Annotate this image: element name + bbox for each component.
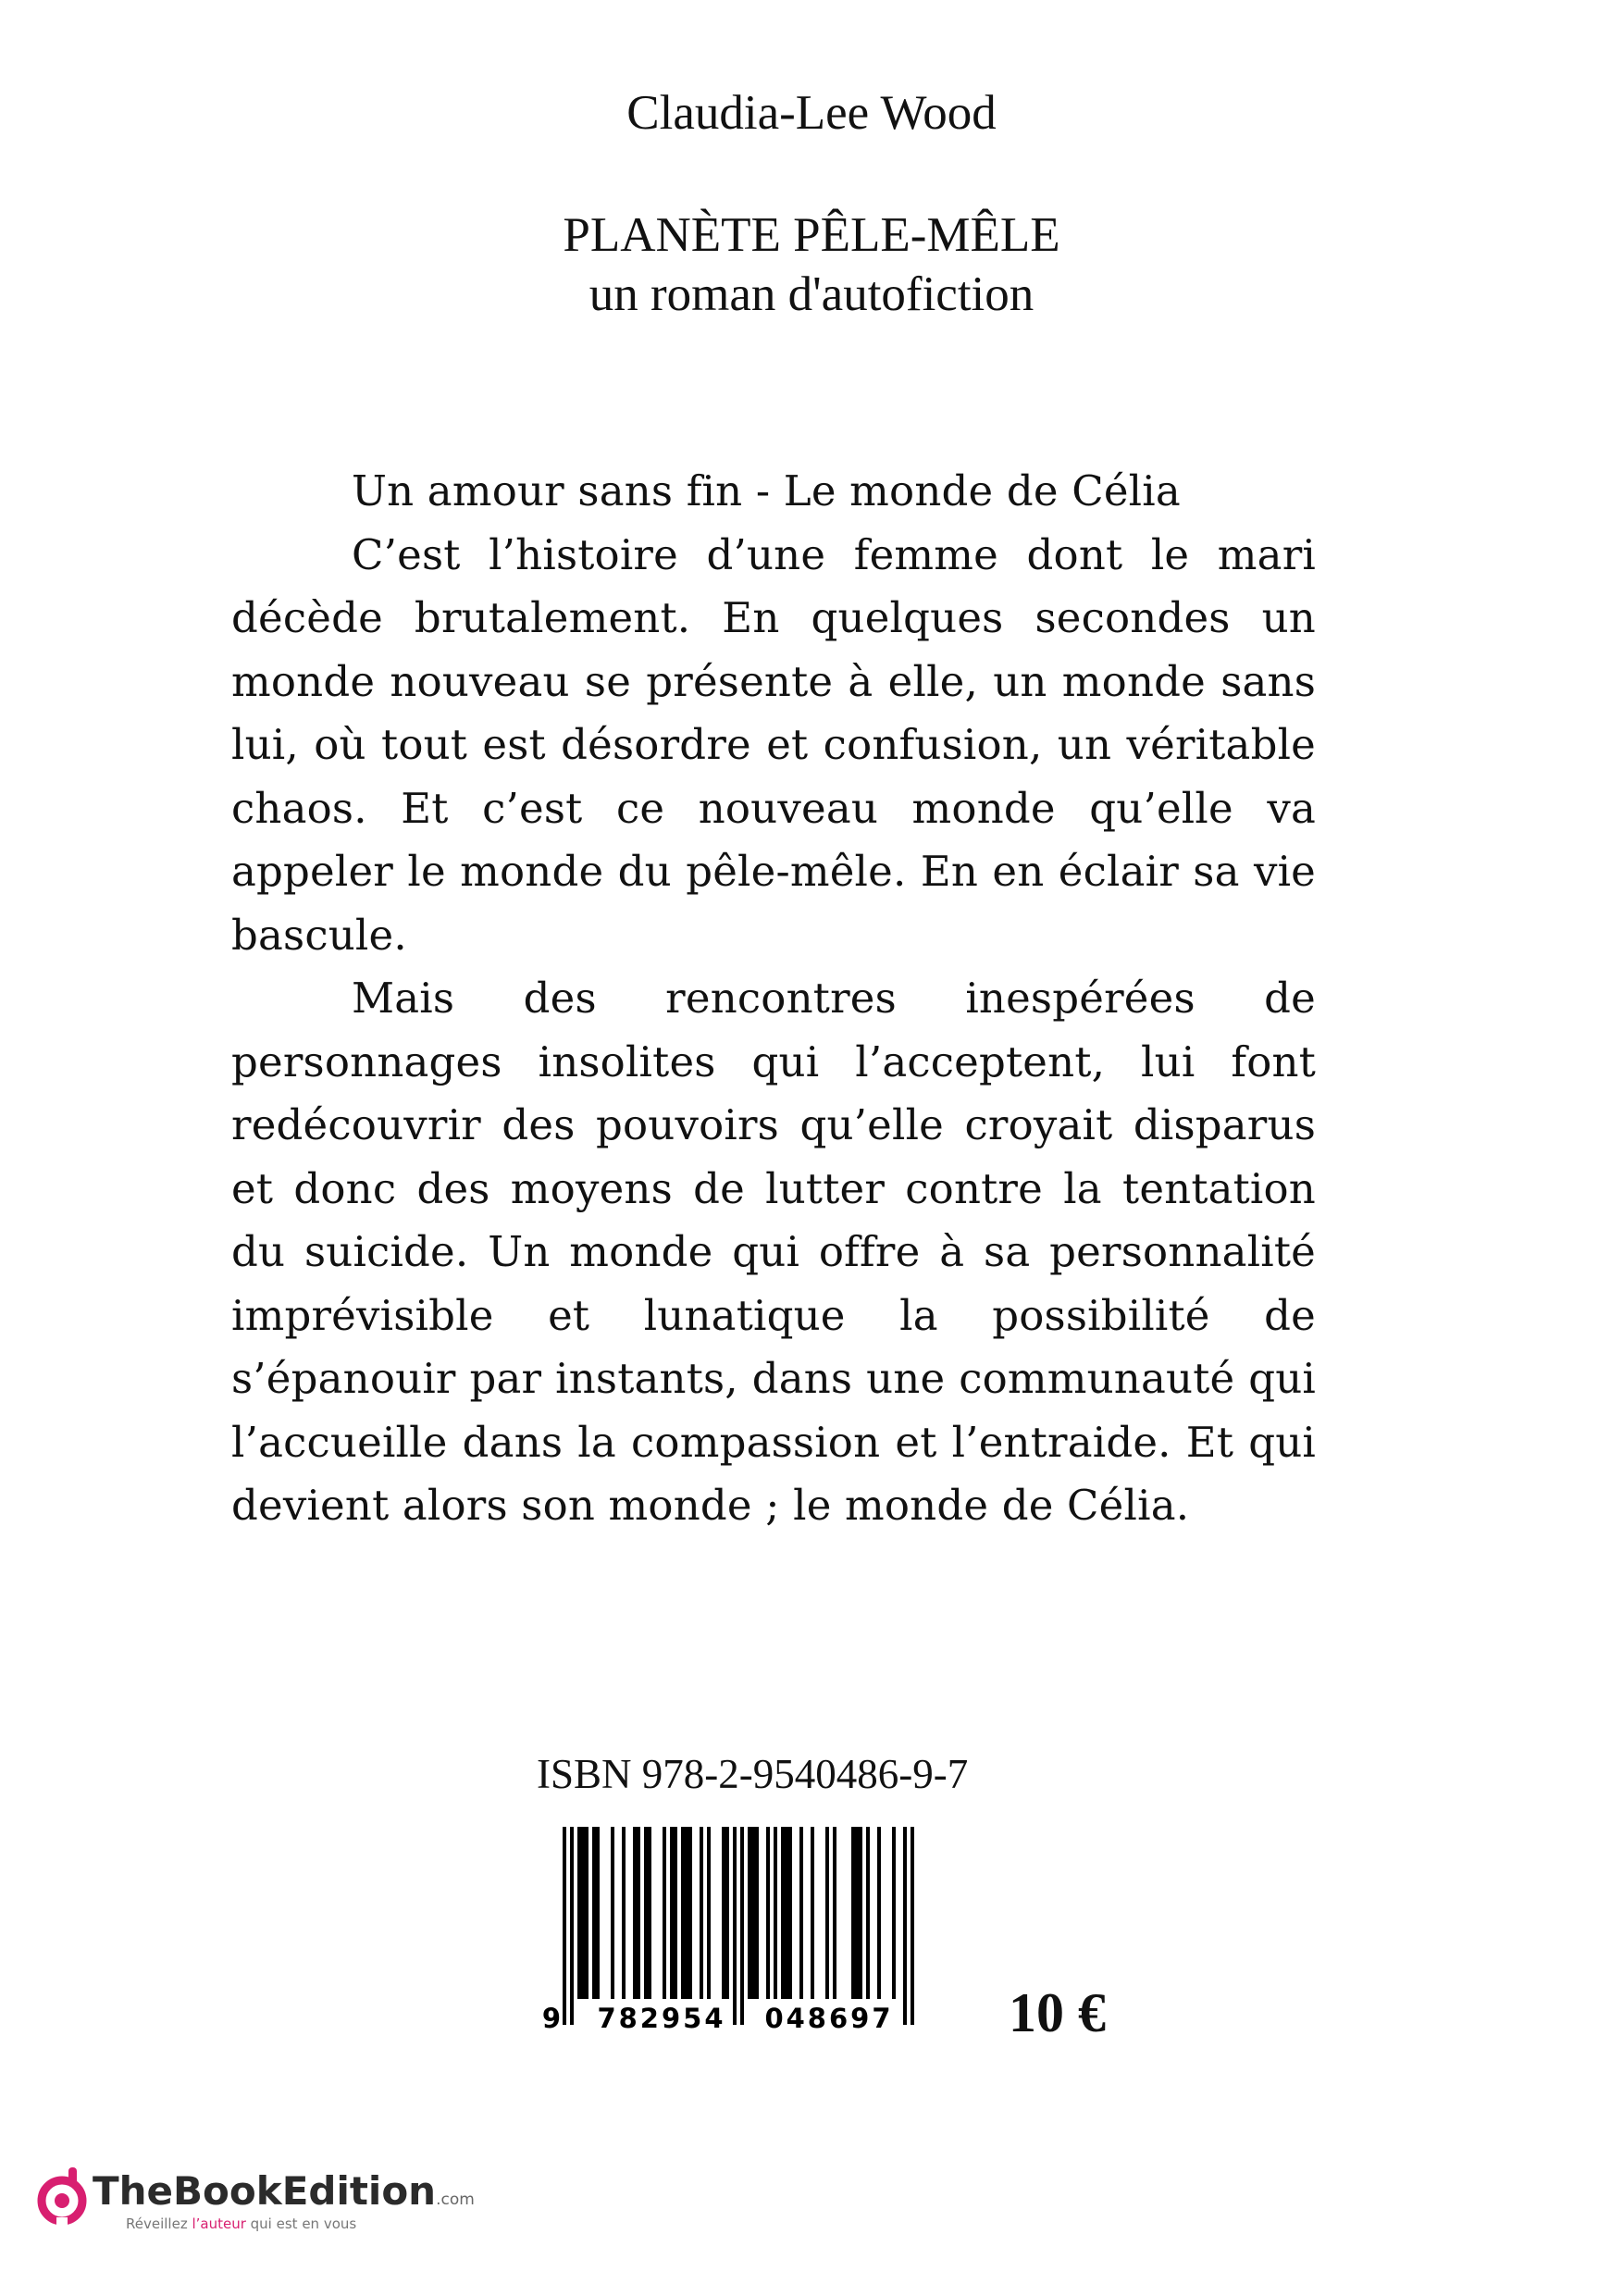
back-cover-blurb [231, 460, 1316, 1538]
barcode-bar [833, 1827, 836, 1999]
author-name: Claudia-Lee Wood [626, 86, 997, 140]
publisher-domain: .com [436, 2191, 475, 2209]
barcode-bar [707, 1827, 711, 1999]
publisher-mark-icon [35, 2166, 89, 2230]
barcode-bar [577, 1827, 588, 1999]
barcode-bar [670, 1827, 677, 1999]
isbn-barcode [542, 1827, 935, 2032]
barcode-bars [563, 1827, 914, 2025]
publisher-name-text: TheBookEdition [93, 2168, 437, 2214]
barcode-bar [611, 1827, 614, 1999]
barcode-bar [851, 1827, 862, 1999]
barcode-bar [644, 1827, 651, 1999]
barcode-bar [774, 1827, 777, 1999]
barcode-bar [825, 1827, 829, 1999]
barcode-bar [681, 1827, 692, 1999]
barcode-first-digit: 9 [542, 2003, 562, 2032]
barcode-bar [722, 1827, 729, 1999]
barcode-bar [781, 1827, 792, 1999]
blurb-paragraph-1: C’est l’histoire d’une femme dont le mari décède brutalement. En quelques secondes un monde nouveau se présente à elle, un monde sans lui, où tout est désordre et confusion, un véritable chaos. Et c’est ce nouveau monde qu’elle va appeler le monde du pêle-mêle. En en éclair sa vie bascule. [231, 529, 1316, 960]
barcode-bar [877, 1827, 881, 1999]
barcode-bar [622, 1827, 626, 1999]
tagline-accent: l’auteur [192, 2215, 246, 2232]
tagline-post: qui est en vous [245, 2215, 357, 2232]
barcode-bar [892, 1827, 896, 1999]
book-title: PLANÈTE PÊLE-MÊLE [563, 208, 1060, 262]
barcode-right-digits: 048697 [764, 2003, 894, 2032]
publisher-logo[interactable] [35, 2164, 475, 2238]
book-subtitle: un roman d'autofiction [588, 267, 1035, 321]
barcode-bar [811, 1827, 814, 1999]
barcode-guard-bar [911, 1827, 914, 2025]
barcode-guard-bar [903, 1827, 907, 2025]
barcode-bar [748, 1827, 759, 1999]
publisher-tagline [126, 2215, 356, 2232]
barcode-bar [866, 1827, 870, 1999]
blurb-paragraph-2: Mais des rencontres inespérées de personnages insolites qui l’acceptent, lui font redécouvrir des pouvoirs qu’elle croyait disparus et donc des moyens de lutter contre la tentation du suicide. Un monde qui offre à sa personnalité imprévisible et lunatique la possibilité de s’épanouir par instants, dans une communauté qui l’accueille dans la compassion et l’entraide. Et qui devient alors son monde ; le monde de Célia. [231, 974, 1316, 1530]
blurb-heading: Un amour sans fin - Le monde de Célia [352, 466, 1181, 515]
barcode-bar [592, 1827, 600, 1999]
book-price: 10 € [1009, 1982, 1106, 2043]
publisher-name [93, 2168, 475, 2220]
barcode-guard-bar [733, 1827, 737, 2025]
barcode-bar [799, 1827, 803, 1999]
isbn-label: ISBN 978-2-9540486-9-7 [537, 1751, 969, 1797]
barcode-guard-bar [570, 1827, 574, 2025]
barcode-left-digits: 782954 [597, 2003, 726, 2032]
tagline-pre: Réveillez [126, 2215, 192, 2232]
barcode-guard-bar [740, 1827, 744, 2025]
barcode-bar [633, 1827, 640, 1999]
barcode-guard-bar [563, 1827, 566, 2025]
barcode-graphic [542, 1827, 935, 2032]
barcode-bar [766, 1827, 770, 1999]
barcode-bar [700, 1827, 703, 1999]
barcode-bar [663, 1827, 666, 1999]
title-block [0, 205, 1623, 324]
